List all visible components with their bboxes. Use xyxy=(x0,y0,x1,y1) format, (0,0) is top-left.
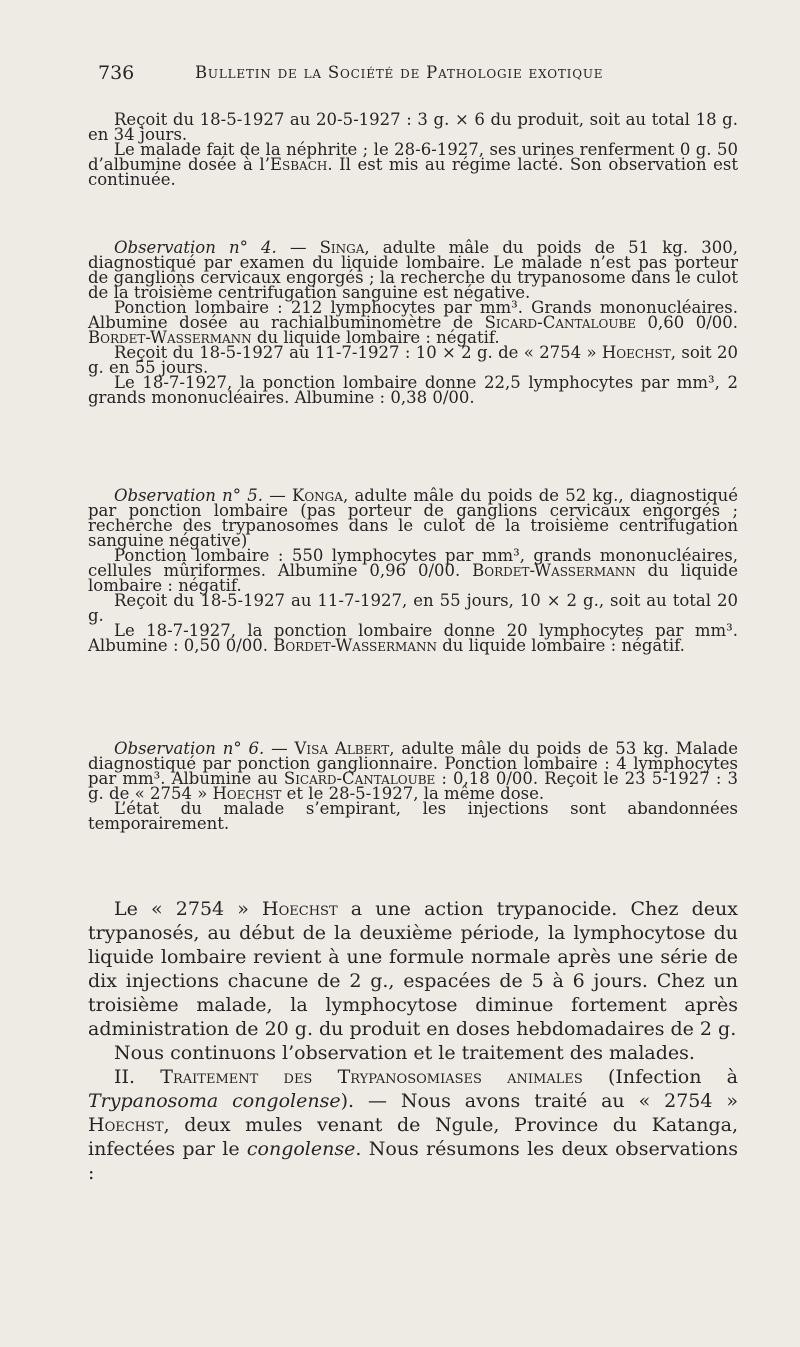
page-number: 736 xyxy=(98,62,135,84)
observation-3-continued xyxy=(88,112,738,187)
paragraph: Observation n° 6. — Visa Albert, adulte mâle du poids de 53 kg. Malade diagnostiqué par ponction ganglionnaire. Ponction lombaire : 4 lymphocytes par mm³. Albumine au Sicard-Cantaloube : 0,18 0/00. Reçoit le 23 5-1927 : 3 g. de « 2754 » Hoechst et le 28-5-1927, la même dose. xyxy=(88,739,738,803)
paragraph: L’état du malade s’empirant, les injections sont abandonnées temporairement. xyxy=(88,799,738,833)
paragraph: Reçoit du 18-5-1927 au 11-7-1927 : 10 × 2 g. de « 2754 » Hoechst, soit 20 g. en 55 jours. xyxy=(88,343,738,377)
paragraph: Le 18-7-1927, la ponction lombaire donne 20 lymphocytes par mm³. Albumine : 0,50 0/00. Bordet-Wassermann du liquide lombaire : négatif. xyxy=(88,621,738,655)
running-head: Bulletin de la Société de Pathologie exotique xyxy=(195,63,604,82)
paragraph: Reçoit du 18-5-1927 au 11-7-1927, en 55 jours, 10 × 2 g., soit au total 20 g. xyxy=(88,591,738,625)
page-header xyxy=(90,62,740,92)
conclusion xyxy=(88,897,738,1185)
observation-5 xyxy=(88,488,738,653)
paragraph: Reçoit du 18-5-1927 au 20-5-1927 : 3 g. × 6 du produit, soit au total 18 g. en 34 jours. xyxy=(88,110,738,144)
paragraph: Le « 2754 » Hoechst a une action trypanocide. Chez deux trypanosés, au début de la deuxième période, la lymphocytose du liquide lombaire revient à une formule normale après une série de dix injections chacune de 2 g., espacées de 5 à 6 jours. Chez un troisième malade, la lymphocytose diminue fortement après administration de 20 g. du produit en doses hebdomadaires de 2 g. xyxy=(88,898,739,1040)
paragraph: II. Traitement des Trypanosomiases animales (Infection à Trypanosoma congolense). — Nous avons traité au « 2754 » Hoechst, deux mules venant de Ngule, Province du Katanga, infectées par le congolense. Nous résumons les deux observations : xyxy=(88,1066,739,1184)
observation-title: Observation n° 6. xyxy=(114,739,265,758)
observation-4 xyxy=(88,240,738,405)
paragraph: Le 18-7-1927, la ponction lombaire donne 22,5 lymphocytes par mm³, 2 grands mononucléaires. Albumine : 0,38 0/00. xyxy=(88,373,738,407)
paragraph: Le malade fait de la néphrite ; le 28-6-1927, ses urines renferment 0 g. 50 d’albumine dosée à l’Esbach. Il est mis au régime lacté. Son observation est continuée. xyxy=(88,140,738,189)
observation-6 xyxy=(88,741,738,831)
paragraph: Observation n° 5. — Konga, adulte mâle du poids de 52 kg., diagnostiqué par ponction lombaire (pas porteur de ganglions cervicaux engorgés ; recherche des trypanosomes dans le culot de la troisième centrifugation sanguine négative) xyxy=(88,486,738,550)
paragraph: Ponction lombaire : 212 lymphocytes par mm³. Grands mononucléaires. Albumine dosée au rachialbuminomètre de Sicard-Cantaloube 0,60 0/00. Bordet-Wassermann du liquide lombaire : négatif. xyxy=(88,298,738,347)
observation-title: Observation n° 5. xyxy=(114,486,263,505)
paragraph: Ponction lombaire : 550 lymphocytes par mm³, grands mononucléaires, cellules mûriformes. Albumine 0,96 0/00. Bordet-Wassermann du liquide lombaire : négatif. xyxy=(88,546,738,595)
paragraph: Observation n° 4. — Singa, adulte mâle du poids de 51 kg. 300, diagnostiqué par examen du liquide lombaire. Le malade n’est pas porteur de ganglions cervicaux engorgés ; la recherche du trypanosome dans le culot de la troisième centrifugation sanguine est négative. xyxy=(88,238,738,302)
section-heading: Traitement des Trypanosomiases animales xyxy=(160,1066,583,1088)
paragraph: Nous continuons l’observation et le traitement des malades. xyxy=(114,1042,695,1064)
observation-title: Observation n° 4. xyxy=(114,238,277,257)
